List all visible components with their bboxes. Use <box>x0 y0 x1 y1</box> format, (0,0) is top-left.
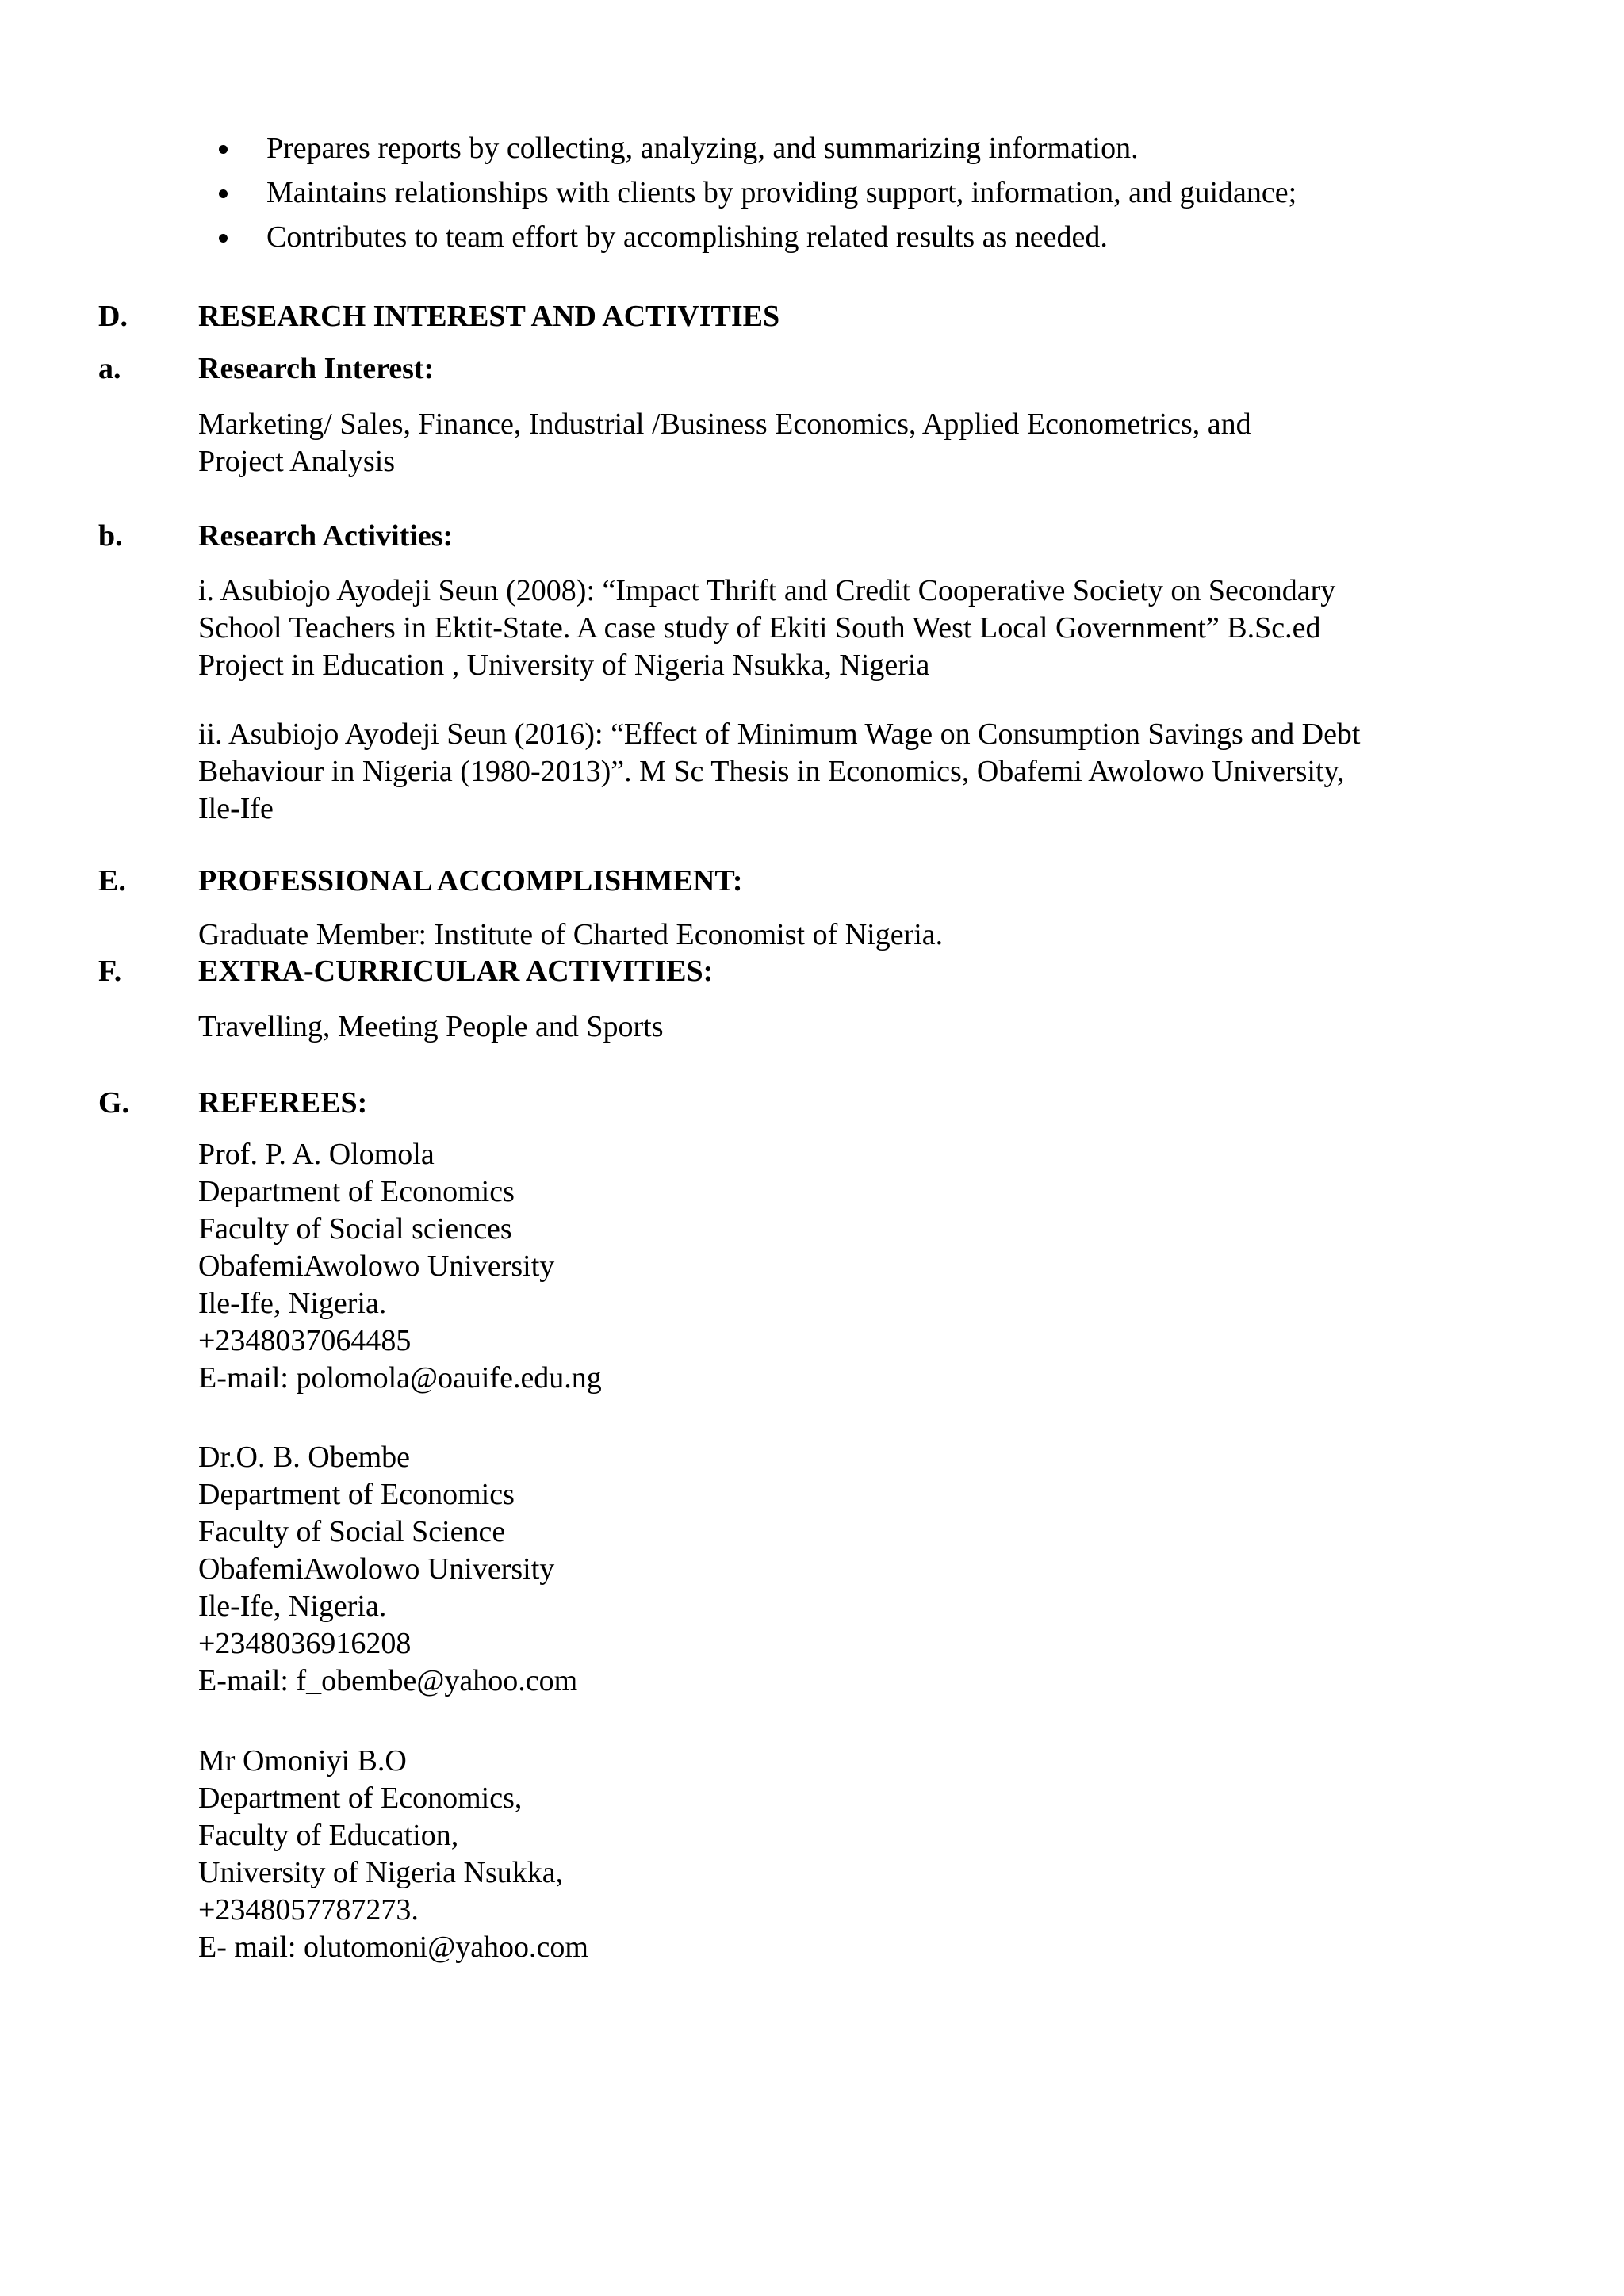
referee-email: E-mail: polomola@oauife.edu.ng <box>198 1361 602 1395</box>
bullet-icon <box>219 189 228 198</box>
referee-line: Faculty of Social sciences <box>198 1212 512 1246</box>
referee-line: Ile-Ife, Nigeria. <box>198 1287 387 1320</box>
section-e-heading: PROFESSIONAL ACCOMPLISHMENT: <box>198 864 743 897</box>
section-e-marker: E. <box>98 864 126 897</box>
bullet-item: Contributes to team effort by accomplishing related results as needed. <box>266 220 1108 254</box>
bullet-item: Maintains relationships with clients by providing support, information, and guidance; <box>266 176 1297 209</box>
professional-accomplishment-text: Graduate Member: Institute of Charted Economist of Nigeria. <box>198 918 944 951</box>
text-line: Marketing/ Sales, Finance, Industrial /Business Economics, Applied Econometrics, and <box>198 408 1251 441</box>
referee-line: Department of Economics <box>198 1478 515 1511</box>
section-g-heading: REFEREES: <box>198 1086 368 1119</box>
research-activity-i <box>198 572 1335 684</box>
referee-3 <box>198 1743 588 1966</box>
text-line: Behaviour in Nigeria (1980-2013)”. M Sc Thesis in Economics, Obafemi Awolowo University, <box>198 755 1345 788</box>
referee-2 <box>198 1439 577 1700</box>
extra-curricular-text: Travelling, Meeting People and Sports <box>198 1010 664 1043</box>
referee-line: University of Nigeria Nsukka, <box>198 1856 564 1889</box>
referee-line: Faculty of Education, <box>198 1819 459 1852</box>
referee-phone: +2348036916208 <box>198 1627 412 1660</box>
referee-phone: +2348057787273. <box>198 1893 419 1927</box>
referee-email: E-mail: f_obembe@yahoo.com <box>198 1664 578 1697</box>
subsection-b-marker: b. <box>98 519 123 553</box>
text-line: Ile-Ife <box>198 792 274 825</box>
referee-name: Mr Omoniyi B.O <box>198 1744 407 1777</box>
bullet-icon <box>219 145 228 154</box>
referee-line: Ile-Ife, Nigeria. <box>198 1590 387 1623</box>
research-activity-ii <box>198 716 1361 828</box>
referee-name: Prof. P. A. Olomola <box>198 1138 435 1171</box>
referee-line: ObafemiAwolowo University <box>198 1249 555 1283</box>
referee-line: Faculty of Social Science <box>198 1515 506 1548</box>
referee-line: Department of Economics, <box>198 1781 523 1815</box>
research-interest-text <box>198 406 1251 480</box>
subsection-a-heading: Research Interest: <box>198 352 435 385</box>
section-d-marker: D. <box>98 300 128 333</box>
text-line: Project in Education , University of Nigeria Nsukka, Nigeria <box>198 649 930 682</box>
referee-phone: +2348037064485 <box>198 1324 412 1357</box>
text-line: Project Analysis <box>198 445 396 478</box>
referee-line: Department of Economics <box>198 1175 515 1208</box>
referee-1 <box>198 1136 602 1397</box>
bullet-item: Prepares reports by collecting, analyzing, and summarizing information. <box>266 132 1139 165</box>
section-f-marker: F. <box>98 955 122 988</box>
section-f-heading: EXTRA-CURRICULAR ACTIVITIES: <box>198 955 714 988</box>
referee-name: Dr.O. B. Obembe <box>198 1441 411 1474</box>
text-line: i. Asubiojo Ayodeji Seun (2008): “Impact Thrift and Credit Cooperative Society on Secondary <box>198 574 1336 607</box>
bullet-icon <box>219 234 228 243</box>
referee-line: ObafemiAwolowo University <box>198 1552 555 1586</box>
referee-email: E- mail: olutomoni@yahoo.com <box>198 1931 588 1964</box>
section-d-heading: RESEARCH INTEREST AND ACTIVITIES <box>198 300 780 333</box>
section-g-marker: G. <box>98 1086 130 1119</box>
text-line: ii. Asubiojo Ayodeji Seun (2016): “Effect of Minimum Wage on Consumption Savings and Debt <box>198 718 1361 751</box>
subsection-b-heading: Research Activities: <box>198 519 454 553</box>
text-line: School Teachers in Ektit-State. A case study of Ekiti South West Local Government” B.Sc.ed <box>198 611 1321 645</box>
subsection-a-marker: a. <box>98 352 121 385</box>
